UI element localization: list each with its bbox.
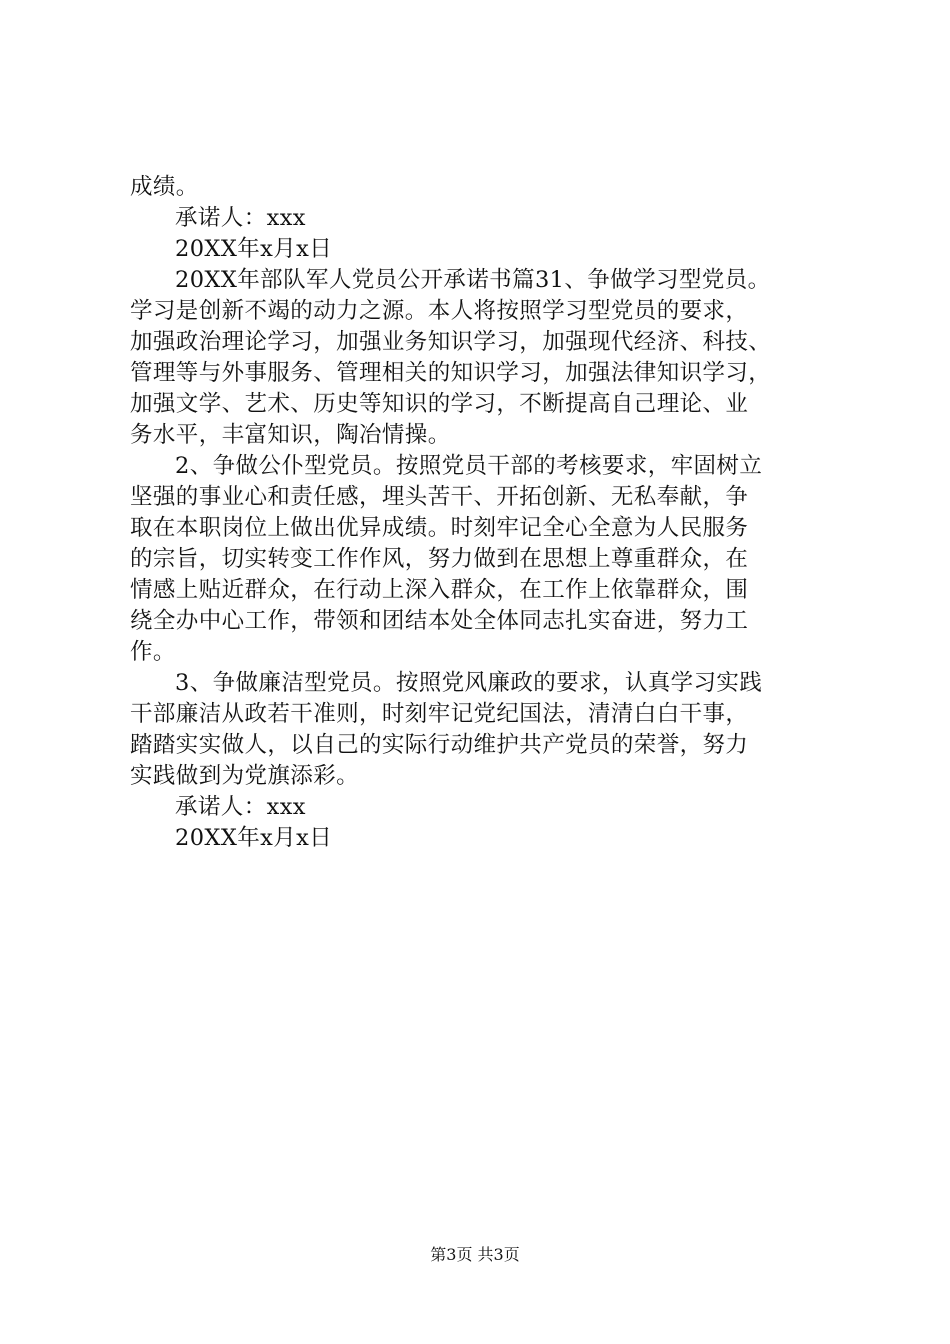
text-line: 务水平，丰富知识，陶冶情操。 xyxy=(130,422,451,448)
text-line: 学习是创新不竭的动力之源。本人将按照学习型党员的要求， xyxy=(130,298,749,324)
text-line: 绕全办中心工作，带领和团结本处全体同志扎实奋进，努力工 xyxy=(130,608,749,634)
document-body xyxy=(130,172,850,854)
signer-line: 承诺人：xxx xyxy=(175,794,306,820)
paragraph-start-line: 3、争做廉洁型党员。按照党风廉政的要求，认真学习实践 xyxy=(175,670,763,696)
text-line: 成绩。 xyxy=(130,174,199,200)
section-heading-line: 20XX年部队军人党员公开承诺书篇31、争做学习型党员。 xyxy=(175,267,771,293)
text-line: 作。 xyxy=(130,639,176,665)
text-line: 实践做到为党旗添彩。 xyxy=(130,763,360,789)
paragraph-start-line: 2、争做公仆型党员。按照党员干部的考核要求，牢固树立 xyxy=(175,453,763,479)
text-line: 加强政治理论学习，加强业务知识学习，加强现代经济、科技、 xyxy=(130,329,772,355)
date-line: 20XX年x月x日 xyxy=(175,825,333,851)
text-line: 干部廉洁从政若干准则，时刻牢记党纪国法，清清白白干事， xyxy=(130,701,749,727)
date-line: 20XX年x月x日 xyxy=(175,236,333,262)
text-line: 的宗旨，切实转变工作作风，努力做到在思想上尊重群众，在 xyxy=(130,546,749,572)
text-line: 管理等与外事服务、管理相关的知识学习，加强法律知识学习， xyxy=(130,360,772,386)
text-line: 取在本职岗位上做出优异成绩。时刻牢记全心全意为人民服务 xyxy=(130,515,749,541)
text-line: 情感上贴近群众，在行动上深入群众，在工作上依靠群众，围 xyxy=(130,577,749,603)
signer-line: 承诺人：xxx xyxy=(175,205,306,231)
page-number-footer: 第3页 共3页 xyxy=(430,1245,520,1264)
text-line: 踏踏实实做人，以自己的实际行动维护共产党员的荣誉，努力 xyxy=(130,732,749,758)
text-line: 坚强的事业心和责任感，埋头苦干、开拓创新、无私奉献，争 xyxy=(130,484,749,510)
text-line: 加强文学、艺术、历史等知识的学习，不断提高自己理论、业 xyxy=(130,391,749,417)
